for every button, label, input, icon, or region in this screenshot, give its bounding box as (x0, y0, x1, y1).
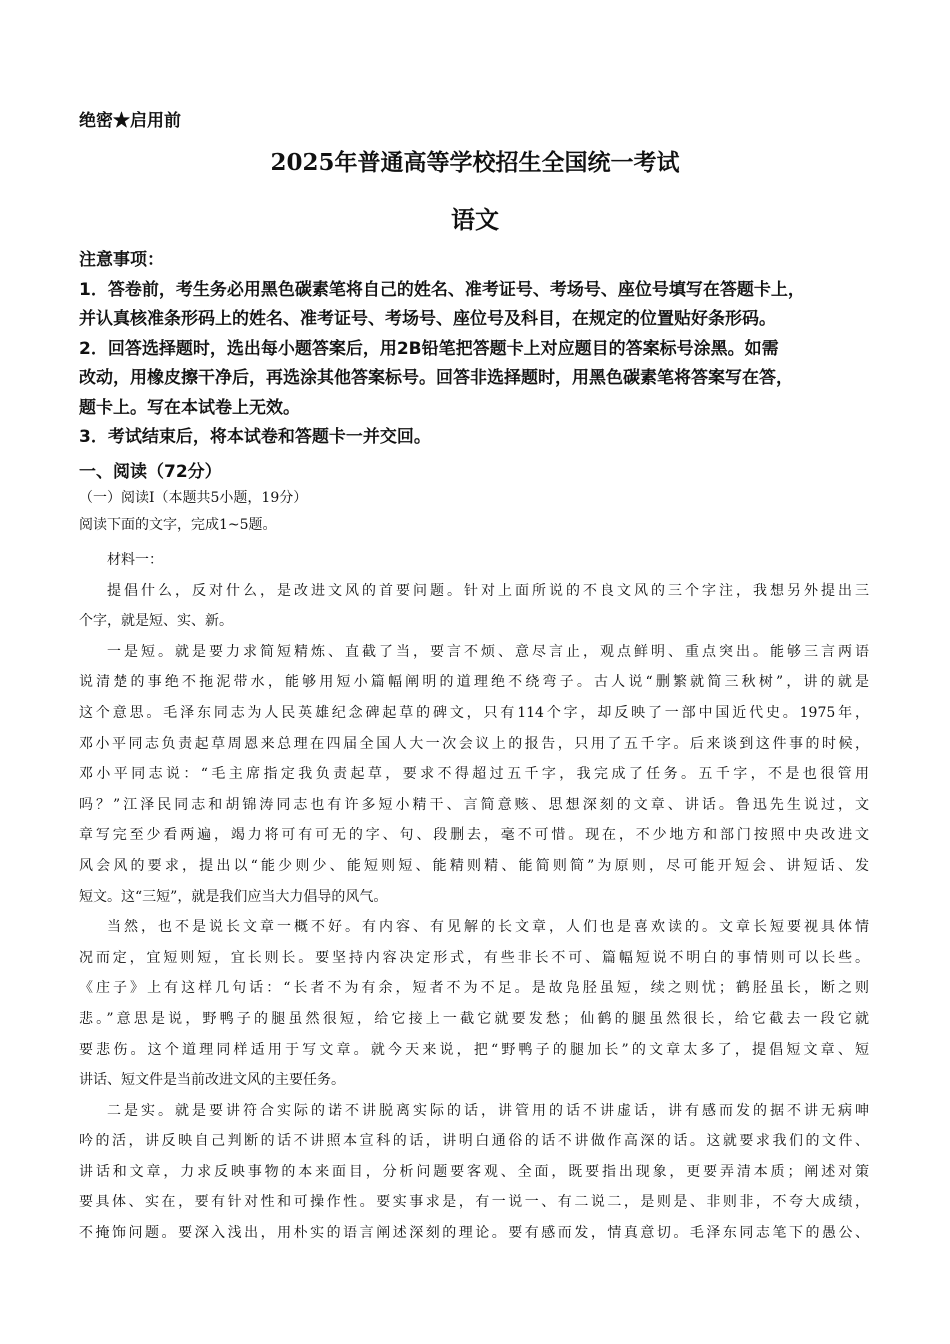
passage-line: 当然，也不是说长文章一概不好。有内容、有见解的长文章，人们也是喜欢读的。文章长短要视具体情 (107, 919, 869, 936)
passage-line: 二是实。就是要讲符合实际的诺不讲脱离实际的话，讲管用的话不讲虚话，讲有感而发的据不讲无病呻 (107, 1102, 869, 1119)
passage-line: 吗？”江泽民同志和胡锦涛同志也有许多短小精干、言简意赅、思想深刻的文章、讲话。鲁迅先生说过，文 (79, 796, 869, 813)
passage-line: 要具体、实在，要有针对性和可操作性。要实事求是，有一说一、有二说二，是则是、非则非，不夸大成绩， (79, 1194, 869, 1211)
notes-line: 题卡上。写在本试卷上无效。 (79, 397, 300, 418)
passage-line: 这个意思。毛泽东同志为人民英雄纪念碑起草的碑文，只有114个字，却反映了一部中国近代史。1975年， (79, 704, 869, 721)
notes-block (79, 246, 879, 453)
confidential-label: 绝密★启用前 (79, 111, 181, 131)
notes-line: 并认真核准条形码上的姓名、准考证号、考场号、座位号及科目，在规定的位置贴好条形码。 (79, 309, 776, 329)
passage-line: 讲话、短文件是当前改进文风的主要任务。 (79, 1072, 345, 1089)
passage-line: 吟的活，讲反映自己判断的话不讲照本宣科的话，讲明白通俗的话不讲做作高深的话。这就要求我们的文件、 (79, 1133, 869, 1150)
material-label: 材料一： (107, 552, 163, 568)
passage-line: 一是短。就是要力求简短精炼、直截了当，要言不烦、意尽言止，观点鲜明、重点突出。能够三言两语 (107, 643, 869, 660)
subject-title: 语文 (451, 205, 499, 234)
passage-line: 说清楚的事绝不拖泥带水，能够用短小篇幅阐明的道理绝不绕弯子。古人说“删繁就简三秋树”，讲的就是 (79, 674, 869, 691)
section-instruction: 阅读下面的文字，完成1~5题。 (79, 517, 277, 533)
passage-line: 邓小平同志负责起草周恩来总理在四届全国人大一次会议上的报告，只用了五千字。后来谈到这件事的时候， (79, 735, 869, 752)
passage-line: 《庄子》上有这样几句话：“长者不为有余，短者不为不足。是故凫胫虽短，续之则忧；鹤胫虽长，断之则 (79, 980, 869, 997)
notes-line: 改动，用橡皮擦干净后，再选涂其他答案标号。回答非选择题时，用黑色碳素笔将答案写在答， (79, 368, 793, 388)
notes-heading: 注意事项： (79, 250, 164, 270)
notes-line: 3．考试结束后，将本试卷和答题卡一并交回。 (79, 427, 431, 447)
passage-line: 况而定，宜短则短，宜长则长。要坚持内容决定形式，有些非长不可、篇幅短说不明白的事情则可以长些。 (79, 949, 869, 966)
notes-line: 2．回答选择题时，选出每小题答案后，用2B铅笔把答题卡上对应题目的答案标号涂黑。如需 (79, 338, 779, 359)
exam-title: 2025年普通高等学校招生全国统一考试 (270, 149, 680, 176)
passage-line: 风会风的要求，提出以“能少则少、能短则短、能精则精、能简则简”为原则，尽可能开短会、讲短话、发 (79, 857, 869, 874)
passage-line: 要悲伤。这个道理同样适用于写文章。就今天来说，把“野鸭子的腿加长”的文章太多了，提倡短文章、短 (79, 1041, 869, 1058)
passage-line: 不掩饰问题。要深入浅出，用朴实的语言阐述深刻的理论。要有感而发，情真意切。毛泽东同志笔下的愚公、 (79, 1225, 869, 1242)
passage-line: 个字，就是短、实、新。 (79, 613, 233, 630)
section-subheading: （一）阅读Ⅰ（本题共5小题，19分） (79, 490, 308, 506)
passage-line: 悲。”意思是说，野鸭子的腿虽然很短，给它接上一截它就要发愁；仙鹤的腿虽然很长，给它截去一段它就 (79, 1010, 869, 1027)
passage-line: 讲话和文章，力求反映事物的本来面目，分析问题要客观、全面，既要指出现象，更要弄清本质；阐述对策 (79, 1163, 869, 1180)
passage-line: 邓小平同志说：“毛主席指定我负责起草，要求不得超过五千字，我完成了任务。五千字，不是也很管用 (79, 766, 869, 783)
passage-line: 提倡什么，反对什么，是改进文风的首要问题。针对上面所说的不良文风的三个字注，我想另外提出三 (107, 582, 869, 599)
passage-body (79, 545, 869, 1249)
section-heading: 一、阅读（72分） (79, 462, 222, 482)
notes-line: 1．答卷前，考生务必用黑色碳素笔将自己的姓名、准考证号、考场号、座位号填写在答题卡上， (79, 279, 805, 300)
passage-line: 章写完至少看两遍，竭力将可有可无的字、句、段删去，毫不可惜。现在，不少地方和部门按照中央改进文 (79, 827, 869, 844)
passage-line: 短文。这“三短”，就是我们应当大力倡导的风气。 (79, 888, 388, 905)
